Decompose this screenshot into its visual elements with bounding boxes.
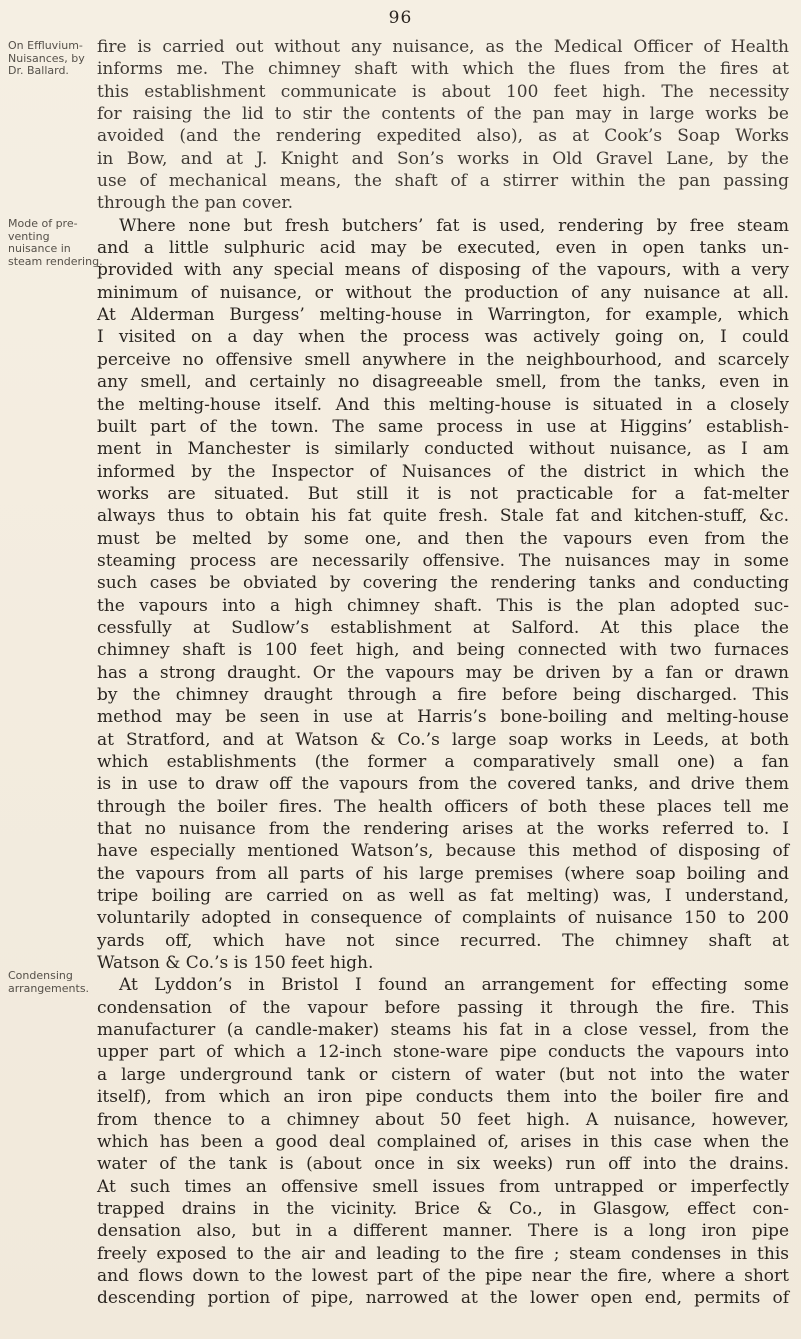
text-line: method may be seen in use at Harris’s bone-boiling and melting-house (97, 707, 789, 728)
text-line: through the boiler fires. The health officers of both these places tell me (97, 796, 789, 817)
text-line: the vapours into a high chimney shaft. This is the plan adopted suc- (97, 595, 789, 616)
text-line: and a little sulphuric acid may be executed, even in open tanks un- (97, 238, 789, 259)
text-line: At such times an offensive smell issues from untrapped or imperfectly (97, 1176, 789, 1197)
text-line (97, 1310, 789, 1332)
text-line: through the pan cover. (97, 193, 294, 214)
text-line: upper part of which a 12-inch stone-ware pipe conducts the vapours into (97, 1042, 789, 1063)
text-line: a large underground tank or cistern of water (but not into the water (97, 1064, 789, 1085)
margin-note-line: arrangements. (8, 981, 90, 995)
text-line: steaming process are necessarily offensive. The nuisances may in some (97, 550, 789, 571)
text-line: minimum of nuisance, or without the production of any nuisance at all. (97, 282, 789, 303)
text-line: At Lyddon’s in Bristol I found an arrangement for effecting some (119, 975, 789, 996)
text-line: which has been a good deal complained of, arises in this case when the (97, 1131, 789, 1152)
text-line: always thus to obtain his fat quite fresh. Stale fat and kitchen-stuff, &c. (97, 506, 789, 527)
text-line: perceive no offensive smell anywhere in the neighbourhood, and scarcely (97, 349, 789, 370)
text-line: use of mechanical means, the shaft of a stirrer within the pan passing (97, 171, 789, 192)
text-line: works are situated. But still it is not practicable for a fat-melter (97, 483, 789, 504)
text-line: must be melted by some one, and then the vapours even from the (97, 528, 789, 549)
text-line: freely exposed to the air and leading to the fire ; steam condenses in this (97, 1243, 789, 1264)
text-line: in Bow, and at J. Knight and Son’s works in Old Gravel Lane, by the (97, 148, 789, 169)
text-line: for raising the lid to stir the contents of the pan may in large works be (97, 104, 789, 125)
text-line: chimney shaft is 100 feet high, and being connected with two furnaces (97, 640, 789, 661)
text-line: tripe boiling are carried on as well as fat melting) was, I understand, (97, 886, 789, 907)
text-line: and flows down to the lowest part of the pipe near the fire, where a short (97, 1265, 789, 1286)
margin-note-line: steam rendering. (8, 254, 103, 268)
text-line: such cases be obviated by covering the rendering tanks and conducting (97, 573, 789, 594)
page-number: 96 (388, 8, 413, 28)
margin-note-effluvium (8, 40, 92, 78)
text-line: Where none but fresh butchers’ fat is used, rendering by free steam (119, 215, 789, 236)
text-line: informs me. The chimney shaft with which the flues from the fires at (97, 59, 789, 80)
margin-note-line: Nuisances, by (8, 51, 85, 65)
margin-note-line: Dr. Ballard. (8, 64, 69, 77)
text-line: built part of the town. The same process in use at Higgins’ establish- (97, 416, 789, 437)
text-line: have especially mentioned Watson’s, because this method of disposing of (97, 841, 789, 862)
text-line: yards off, which have not since recurred. The chimney shaft at (97, 930, 789, 951)
text-line: the melting-house itself. And this melting-house is situated in a closely (97, 394, 789, 415)
text-line: At Alderman Burgess’ melting-house in Warrington, for example, which (97, 305, 789, 326)
text-line: any smell, and certainly no disagreeable smell, from the tanks, even in (97, 372, 789, 393)
margin-note-condensing (8, 970, 92, 995)
text-line: voluntarily adopted in consequence of complaints of nuisance 150 to 200 (97, 908, 789, 929)
text-line: which establishments (the former a comparatively small one) a fan (97, 752, 789, 772)
margin-note-line: On Effluvium- (8, 39, 83, 52)
text-line: avoided (and the rendering expedited also), as at Cook’s Soap Works (97, 126, 789, 147)
text-line: densation also, but in a different manner. There is a long iron pipe (97, 1221, 789, 1242)
text-line: provided with any special means of disposing of the vapours, with a very (97, 260, 789, 281)
text-line: trapped drains in the vicinity. Brice & Co., in Glasgow, effect con- (97, 1198, 789, 1219)
text-line: descending portion of pipe, narrowed at the lower open end, permits of (97, 1288, 789, 1309)
text-line: that no nuisance from the rendering arises at the works referred to. I (97, 819, 789, 840)
text-line: the vapours from all parts of his large premises (where soap boiling and (97, 863, 789, 884)
text-line: from thence to a chimney about 50 feet high. A nuisance, however, (97, 1109, 789, 1130)
text-line: this establishment communicate is about 100 feet high. The necessity (97, 81, 789, 102)
text-line: by the chimney draught through a fire before being discharged. This (97, 684, 789, 705)
margin-note-line: Mode of pre- (8, 217, 78, 230)
text-line: is in use to draw off the vapours from the covered tanks, and drive them (97, 774, 789, 795)
margin-note-line: venting (8, 229, 50, 243)
text-line: has a strong draught. Or the vapours may be driven by a fan or drawn (97, 662, 789, 683)
text-line: condensation of the vapour before passing it through the fire. This (97, 997, 789, 1018)
text-line: Watson & Co.’s is 150 feet high. (97, 953, 374, 974)
body-text (97, 36, 789, 1332)
margin-note-line: nuisance in (8, 242, 71, 255)
text-line: itself), from which an iron pipe conducts them into the boiler fire and (97, 1087, 789, 1108)
text-line: fire is carried out without any nuisance, as the Medical Officer of Health (97, 37, 789, 57)
text-line: informed by the Inspector of Nuisances of the district in which the (97, 461, 789, 482)
text-line: ment in Manchester is similarly conducted without nuisance, as I am (97, 439, 789, 460)
text-line: manufacturer (a candle-maker) steams his fat in a close vessel, from the (97, 1020, 789, 1041)
text-line: cessfully at Sudlow’s establishment at Salford. At this place the (97, 617, 789, 638)
margin-note-line: Condensing (8, 969, 73, 982)
margin-note-steam-rendering (8, 217, 103, 268)
text-line: water of the tank is (about once in six weeks) run off into the drains. (97, 1154, 789, 1175)
text-line: I visited on a day when the process was actively going on, I could (97, 327, 789, 348)
text-line: at Stratford, and at Watson & Co.’s large soap works in Leeds, at both (97, 729, 789, 750)
